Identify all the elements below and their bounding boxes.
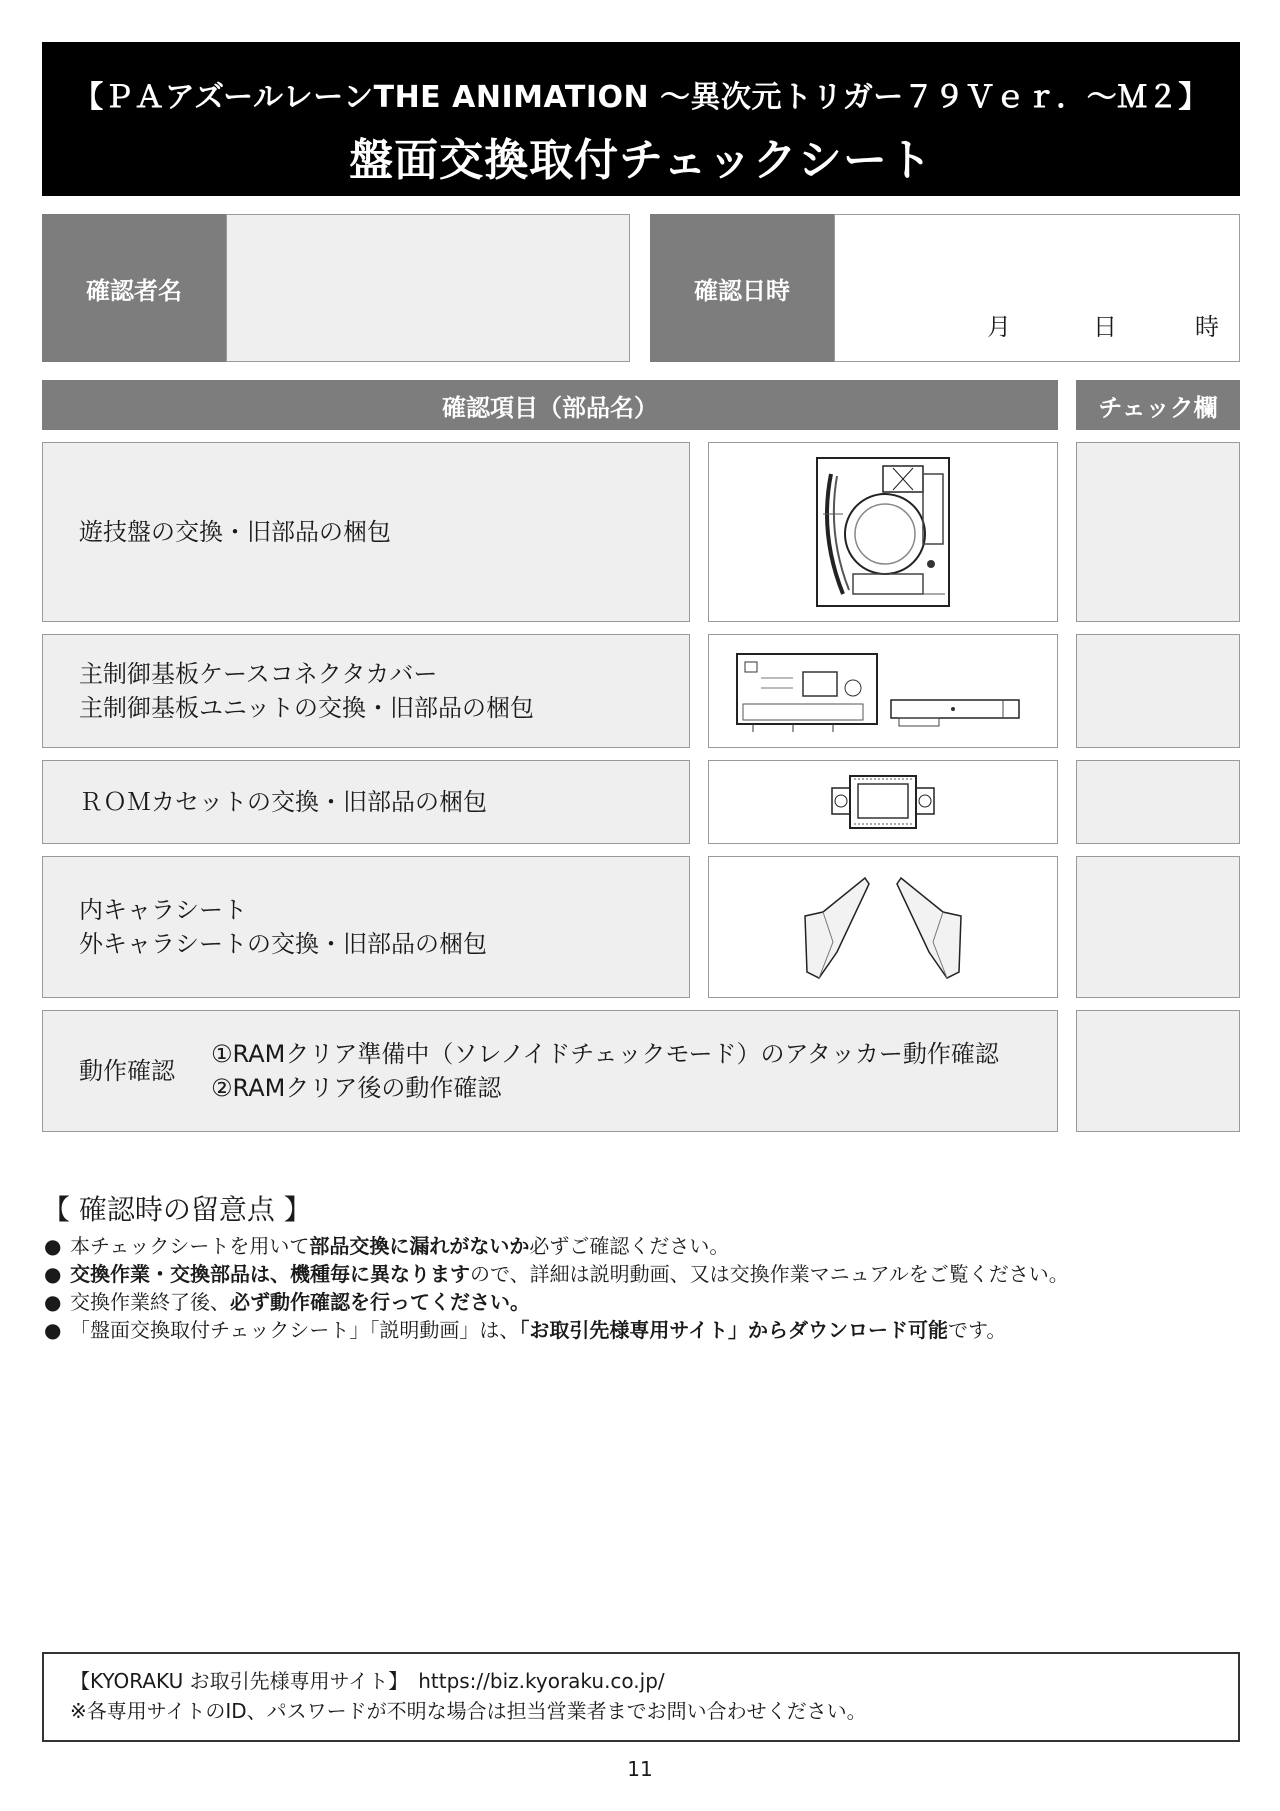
table-row-item bbox=[42, 856, 690, 998]
check-box[interactable] bbox=[1076, 634, 1240, 748]
bullet-icon: ● bbox=[44, 1318, 62, 1342]
operation-check-row bbox=[42, 1010, 1058, 1132]
note-text: 必ずご確認ください。 bbox=[529, 1234, 730, 1258]
note-text: ので、詳細は説明動画、又は交換作業マニュアルをご覧ください。 bbox=[470, 1262, 1069, 1286]
note-text: 交換作業終了後、 bbox=[70, 1290, 230, 1314]
note-text: 部品交換に漏れがないか bbox=[309, 1234, 530, 1258]
check-box[interactable] bbox=[1076, 1010, 1240, 1132]
datetime-field[interactable] bbox=[834, 214, 1240, 362]
operation-check-steps bbox=[211, 1037, 999, 1105]
main-control-board-icon bbox=[733, 648, 1033, 734]
game-board-icon bbox=[813, 454, 953, 610]
note-item bbox=[44, 1288, 1069, 1316]
bullet-icon: ● bbox=[44, 1234, 62, 1258]
rom-cassette-icon bbox=[828, 770, 938, 834]
note-item bbox=[44, 1316, 1069, 1344]
title-banner bbox=[42, 42, 1240, 196]
part-image-cell bbox=[708, 634, 1058, 748]
check-column-header: チェック欄 bbox=[1076, 380, 1240, 430]
part-image-cell bbox=[708, 856, 1058, 998]
row-text-line: 内キャラシート bbox=[79, 896, 247, 924]
page-number: 11 bbox=[627, 1757, 653, 1781]
note-item bbox=[44, 1260, 1069, 1288]
note-text: 「お取引先様専用サイト」からダウンロード可能 bbox=[519, 1318, 949, 1342]
table-row-item bbox=[42, 442, 690, 622]
row-text-line: ＲＯＭカセットの交換・旧部品の梱包 bbox=[79, 788, 487, 816]
operation-step: ②RAMクリア後の動作確認 bbox=[211, 1074, 502, 1102]
note-text: 交換作業・交換部品は、機種毎に異なります bbox=[70, 1262, 470, 1286]
row-text-line: 外キャラシートの交換・旧部品の梱包 bbox=[79, 930, 487, 958]
row-text-line: 主制御基板ユニットの交換・旧部品の梱包 bbox=[79, 694, 535, 722]
footer-site-line: 【KYORAKU お取引先様専用サイト】 https://biz.kyoraku.co.jp/ bbox=[70, 1669, 665, 1693]
part-image-cell bbox=[708, 760, 1058, 844]
footer-info-box bbox=[42, 1652, 1240, 1742]
month-unit: 月 bbox=[987, 313, 1011, 341]
hour-unit: 時 bbox=[1195, 313, 1219, 341]
checker-name-label: 確認者名 bbox=[42, 214, 226, 362]
item-column-header: 確認項目（部品名） bbox=[42, 380, 1058, 430]
note-text: 必ず動作確認を行ってください。 bbox=[230, 1290, 530, 1314]
note-item bbox=[44, 1232, 1069, 1260]
table-row-item bbox=[42, 760, 690, 844]
check-box[interactable] bbox=[1076, 760, 1240, 844]
sheet-title: 盤面交換取付チェックシート bbox=[349, 135, 933, 186]
notes-list bbox=[44, 1232, 1069, 1344]
table-row-item bbox=[42, 634, 690, 748]
note-text: 本チェックシートを用いて bbox=[70, 1234, 310, 1258]
product-title: 【ＰＡアズールレーンTHE ANIMATION ～異次元トリガー７９Ｖｅｒ．～Ｍ２】 bbox=[73, 80, 1209, 115]
bullet-icon: ● bbox=[44, 1262, 62, 1286]
bullet-icon: ● bbox=[44, 1290, 62, 1314]
note-text: 「盤面交換取付チェックシート」「説明動画」は、 bbox=[70, 1318, 520, 1342]
datetime-label: 確認日時 bbox=[650, 214, 834, 362]
notes-heading: 【 確認時の留意点 】 bbox=[42, 1193, 312, 1226]
day-unit: 日 bbox=[1093, 313, 1117, 341]
part-image-cell bbox=[708, 442, 1058, 622]
operation-step: ①RAMクリア準備中（ソレノイドチェックモード）のアタッカー動作確認 bbox=[211, 1040, 999, 1068]
footer-note-line: ※各専用サイトのID、パスワードが不明な場合は担当営業者までお問い合わせください。 bbox=[70, 1699, 867, 1723]
checker-name-field[interactable] bbox=[226, 214, 630, 362]
check-box[interactable] bbox=[1076, 856, 1240, 998]
operation-check-label: 動作確認 bbox=[79, 1057, 175, 1085]
row-text-line: 遊技盤の交換・旧部品の梱包 bbox=[79, 518, 391, 546]
check-box[interactable] bbox=[1076, 442, 1240, 622]
character-sheet-icon bbox=[793, 872, 973, 982]
note-text: です。 bbox=[948, 1318, 1007, 1342]
row-text-line: 主制御基板ケースコネクタカバー bbox=[79, 660, 438, 688]
